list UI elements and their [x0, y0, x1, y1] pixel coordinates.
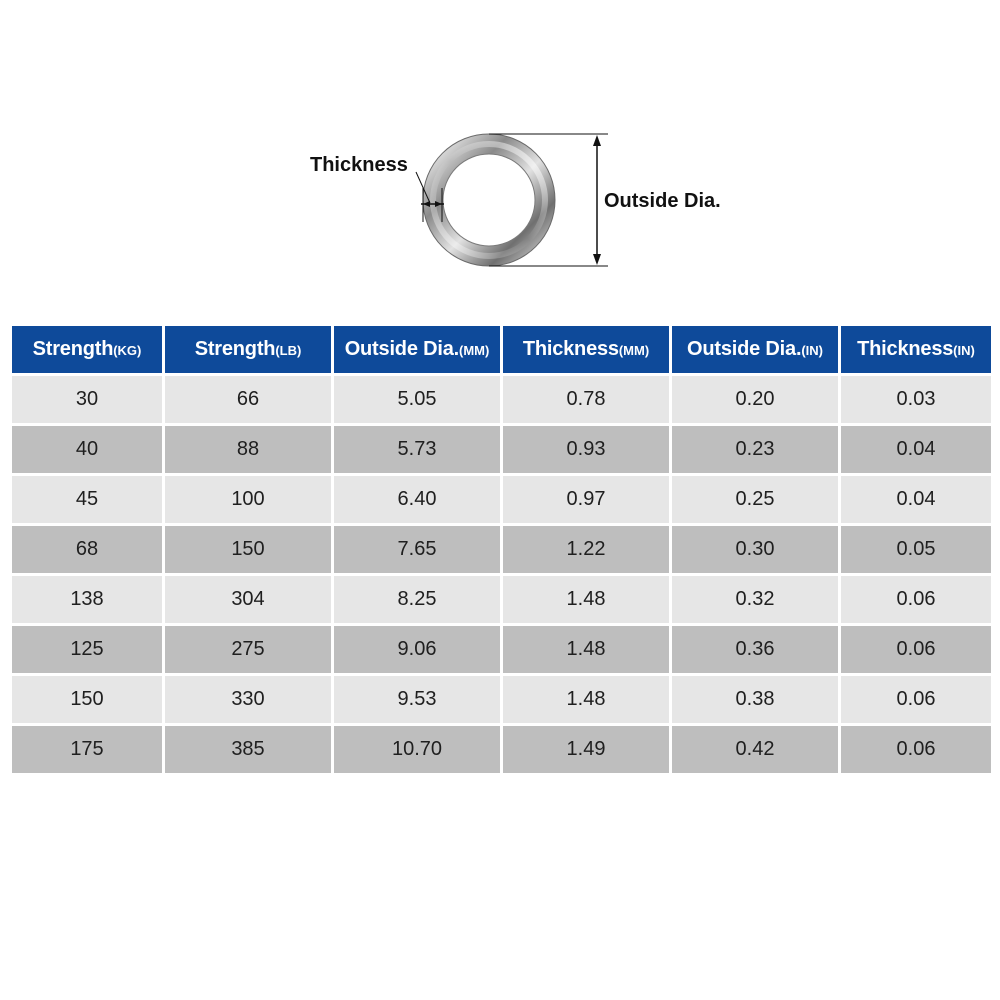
table-cell: 385	[164, 725, 333, 775]
table-cell: 6.40	[333, 475, 502, 525]
table-row	[11, 375, 993, 425]
outside-dia-label: Outside Dia.	[604, 190, 721, 212]
table-cell: 8.25	[333, 575, 502, 625]
table-cell: 0.06	[840, 625, 993, 675]
table-cell: 0.05	[840, 525, 993, 575]
header-outside-dia-mm	[333, 325, 502, 375]
table-cell: 1.48	[502, 575, 671, 625]
header-unit: (LB)	[275, 343, 302, 358]
table-cell: 125	[11, 625, 164, 675]
header-label: Thickness	[857, 338, 954, 360]
table-cell: 0.78	[502, 375, 671, 425]
header-thickness-mm	[502, 325, 671, 375]
table-row	[11, 625, 993, 675]
header-unit: (IN)	[801, 343, 823, 358]
table-row	[11, 475, 993, 525]
table-cell: 0.23	[671, 425, 840, 475]
table-cell: 0.06	[840, 725, 993, 775]
header-label: Thickness	[522, 338, 619, 360]
table-cell: 1.49	[502, 725, 671, 775]
table-cell: 0.04	[840, 425, 993, 475]
table-cell: 7.65	[333, 525, 502, 575]
table-cell: 0.20	[671, 375, 840, 425]
ring-spec-table	[9, 323, 994, 776]
table-cell: 0.93	[502, 425, 671, 475]
table-cell: 0.04	[840, 475, 993, 525]
table-cell: 5.05	[333, 375, 502, 425]
table-cell: 175	[11, 725, 164, 775]
table-cell: 88	[164, 425, 333, 475]
table-cell: 0.25	[671, 475, 840, 525]
table-cell: 0.36	[671, 625, 840, 675]
table-cell: 150	[164, 525, 333, 575]
table-cell: 0.38	[671, 675, 840, 725]
header-unit: (MM)	[458, 343, 490, 358]
table-cell: 30	[11, 375, 164, 425]
table-body	[11, 375, 993, 775]
table-cell: 0.97	[502, 475, 671, 525]
table-cell: 0.42	[671, 725, 840, 775]
table-cell: 0.06	[840, 575, 993, 625]
table-cell: 10.70	[333, 725, 502, 775]
header-outside-dia-in	[671, 325, 840, 375]
header-unit: (IN)	[953, 343, 975, 358]
header-strength-lb	[164, 325, 333, 375]
thickness-label: Thickness	[310, 154, 408, 176]
table-cell: 9.53	[333, 675, 502, 725]
header-unit: (MM)	[618, 343, 650, 358]
table-cell: 0.30	[671, 525, 840, 575]
ring-dimension-diagram	[0, 0, 1000, 300]
table-row	[11, 425, 993, 475]
table-cell: 9.06	[333, 625, 502, 675]
table-row	[11, 725, 993, 775]
table-cell: 1.48	[502, 675, 671, 725]
header-thickness-in	[840, 325, 993, 375]
header-label: Outside Dia.	[687, 338, 802, 360]
table-cell: 100	[164, 475, 333, 525]
table-cell: 0.32	[671, 575, 840, 625]
table-cell: 45	[11, 475, 164, 525]
table-cell: 304	[164, 575, 333, 625]
header-unit: (KG)	[113, 343, 142, 358]
table-cell: 330	[164, 675, 333, 725]
table-row	[11, 575, 993, 625]
table-cell: 138	[11, 575, 164, 625]
table-row	[11, 525, 993, 575]
table-header-row	[11, 325, 993, 375]
header-label: Outside Dia.	[344, 338, 459, 360]
table-cell: 0.06	[840, 675, 993, 725]
table-cell: 275	[164, 625, 333, 675]
table-cell: 1.48	[502, 625, 671, 675]
table-row	[11, 675, 993, 725]
header-label: Strength	[194, 338, 276, 360]
header-label: Strength	[32, 338, 114, 360]
table-cell: 1.22	[502, 525, 671, 575]
table-cell: 5.73	[333, 425, 502, 475]
header-strength-kg	[11, 325, 164, 375]
metal-ring-image	[423, 134, 555, 266]
table-cell: 40	[11, 425, 164, 475]
table-cell: 66	[164, 375, 333, 425]
table-cell: 0.03	[840, 375, 993, 425]
table-cell: 68	[11, 525, 164, 575]
table-cell: 150	[11, 675, 164, 725]
